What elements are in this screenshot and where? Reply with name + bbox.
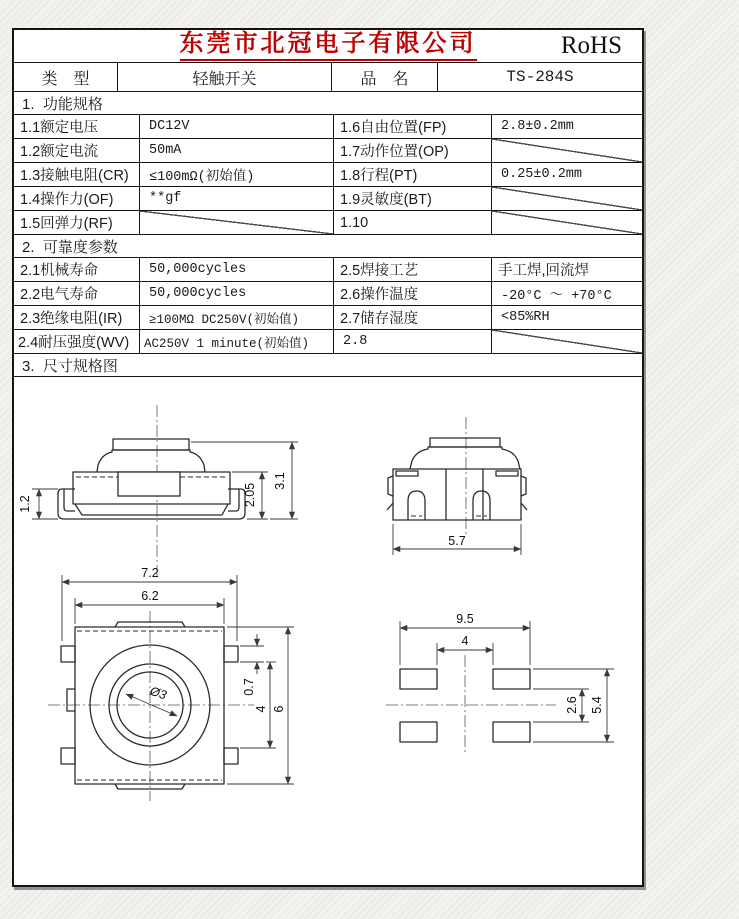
front-view-drawing bbox=[18, 405, 298, 580]
table-row bbox=[14, 115, 642, 139]
spec-value-empty bbox=[140, 211, 334, 234]
table-row bbox=[14, 282, 642, 306]
spec-label: 1.2额定电流 bbox=[14, 139, 140, 162]
dim-label-pad-outer-height: 5.4 bbox=[590, 696, 604, 714]
pad-top-right bbox=[493, 669, 530, 689]
dim-label-pad-inner-span: 4 bbox=[461, 634, 469, 648]
spec-label: 1.5回弹力(RF) bbox=[14, 211, 140, 234]
spec-value-empty bbox=[492, 330, 642, 353]
leg-top-right bbox=[224, 646, 238, 662]
spec-value: -20°C ～ +70°C bbox=[501, 289, 612, 304]
table-row bbox=[14, 211, 642, 235]
table-row bbox=[14, 163, 642, 187]
spec-value-empty bbox=[492, 187, 642, 210]
spec-value-empty bbox=[492, 139, 642, 162]
dim-label-body-width: 6.2 bbox=[141, 589, 159, 603]
spec-label: 2.5焊接工艺 bbox=[334, 258, 492, 281]
spec-label: 1.10 bbox=[334, 211, 492, 234]
table-row bbox=[14, 139, 642, 163]
dim-label-base-width: 5.7 bbox=[448, 534, 466, 548]
spec-value: ≥100MΩ DC250V(初始值) bbox=[140, 306, 334, 329]
spec-label: 1.7动作位置(OP) bbox=[334, 139, 492, 162]
dim-label-body-depth: 6 bbox=[272, 705, 286, 713]
dimension-drawings bbox=[14, 377, 642, 899]
spec-value: ≤100mΩ(初始值) bbox=[140, 163, 334, 186]
leg-front-left bbox=[408, 491, 425, 520]
rohs-mark: RoHS bbox=[560, 32, 622, 59]
section3-title: 3. 尺寸规格图 bbox=[14, 354, 642, 377]
spec-label: 1.8行程(PT) bbox=[334, 163, 492, 186]
spec-value: DC12V bbox=[140, 115, 334, 138]
spec-value: 0.25±0.2mm bbox=[501, 167, 583, 182]
dim-label-outer-width: 7.2 bbox=[141, 566, 159, 580]
leg-bottom-left bbox=[61, 748, 75, 764]
dim-label-lead-height: 1.2 bbox=[18, 495, 32, 513]
switch-dome-side bbox=[410, 447, 520, 469]
leg-front-right bbox=[473, 491, 490, 520]
pad-bottom-right bbox=[493, 722, 530, 742]
side-view-drawing bbox=[387, 417, 527, 555]
dim-label-pad-gap: 2.6 bbox=[565, 696, 579, 714]
switch-dome-front bbox=[97, 450, 205, 472]
spec-label: 1.6自由位置(FP) bbox=[334, 115, 492, 138]
spec-value: AC250V 1 minute(初始值) bbox=[140, 330, 334, 353]
section2-title: 2. 可靠度参数 bbox=[14, 235, 642, 258]
spec-label: 2.3绝缘电阻(IR) bbox=[14, 306, 140, 329]
dim-label-leg-span: 4 bbox=[254, 705, 268, 713]
spec-value: 50mA bbox=[140, 139, 334, 162]
switch-button-side bbox=[430, 438, 500, 447]
type-label: 类 型 bbox=[14, 63, 118, 91]
dim-label-body-height: 2.05 bbox=[243, 482, 257, 508]
side-tab bbox=[67, 689, 75, 711]
product-label: 品 名 bbox=[332, 63, 438, 91]
switch-body-top bbox=[75, 627, 224, 784]
spec-label: 1.1额定电压 bbox=[14, 115, 140, 138]
pcb-layout-drawing bbox=[386, 612, 614, 755]
spec-label: 2.7储存湿度 bbox=[334, 306, 492, 329]
datasheet-page bbox=[12, 28, 644, 887]
spec-label: 2.8 bbox=[334, 330, 492, 353]
spec-label: 2.6操作温度 bbox=[334, 282, 492, 305]
spec-value: 2.8±0.2mm bbox=[501, 119, 574, 134]
section1-title: 1. 功能规格 bbox=[14, 92, 642, 115]
table-row bbox=[14, 258, 642, 282]
table-row bbox=[14, 306, 642, 330]
pad-bottom-left bbox=[400, 722, 437, 742]
dim-label-leg-width: 0.7 bbox=[242, 678, 256, 696]
dim-label-button-diameter: Ø3 bbox=[148, 683, 169, 703]
type-value: 轻触开关 bbox=[118, 63, 332, 91]
dim-label-pad-outer-span: 9.5 bbox=[456, 612, 474, 626]
header-row bbox=[14, 30, 642, 63]
spec-value: **gf bbox=[140, 187, 334, 210]
spec-label: 1.4操作力(OF) bbox=[14, 187, 140, 210]
spec-label: 2.1机械寿命 bbox=[14, 258, 140, 281]
leg-top-left bbox=[61, 646, 75, 662]
spec-label: 1.3接触电阻(CR) bbox=[14, 163, 140, 186]
top-view-drawing bbox=[48, 566, 294, 801]
spec-value: <85%RH bbox=[501, 310, 550, 325]
spec-value-empty bbox=[492, 211, 642, 234]
spec-label: 2.2电气寿命 bbox=[14, 282, 140, 305]
company-name: 东莞市北冠电子有限公司 bbox=[180, 31, 477, 61]
pad-top-left bbox=[400, 669, 437, 689]
switch-button-front bbox=[113, 439, 189, 450]
spec-value: 50,000cycles bbox=[140, 282, 334, 305]
product-value: TS-284S bbox=[506, 68, 574, 86]
spec-value: 50,000cycles bbox=[140, 258, 334, 281]
table-row bbox=[14, 187, 642, 211]
table-row bbox=[14, 330, 642, 354]
spec-label: 1.9灵敏度(BT) bbox=[334, 187, 492, 210]
type-product-row bbox=[14, 63, 642, 92]
leg-bottom-right bbox=[224, 748, 238, 764]
dim-label-total-height: 3.1 bbox=[273, 472, 287, 490]
spec-label: 2.4耐压强度(WV) bbox=[14, 330, 140, 353]
spec-value: 手工焊,回流焊 bbox=[498, 263, 590, 279]
